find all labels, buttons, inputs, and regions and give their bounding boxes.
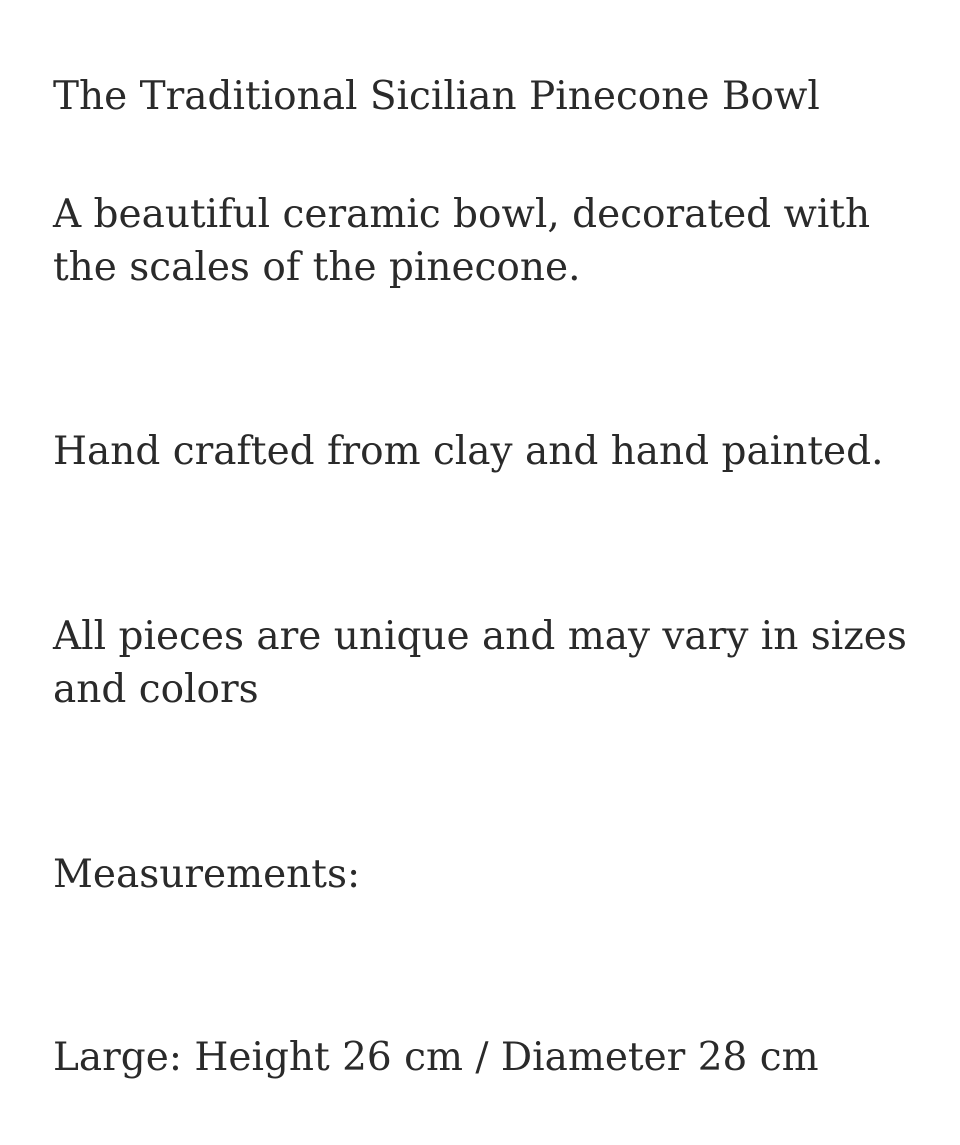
measurements-heading: Measurements: (53, 852, 361, 897)
uniqueness-note: All pieces are unique and may vary in sizes and colors (53, 614, 907, 712)
craft-note: Hand crafted from clay and hand painted. (53, 429, 884, 474)
product-title: The Traditional Sicilian Pinecone Bowl (53, 74, 820, 119)
measurement-large: Large: Height 26 cm / Diameter 28 cm (53, 1035, 819, 1080)
product-description-text: A beautiful ceramic bowl, decorated with the scales of the pinecone. (53, 192, 871, 290)
